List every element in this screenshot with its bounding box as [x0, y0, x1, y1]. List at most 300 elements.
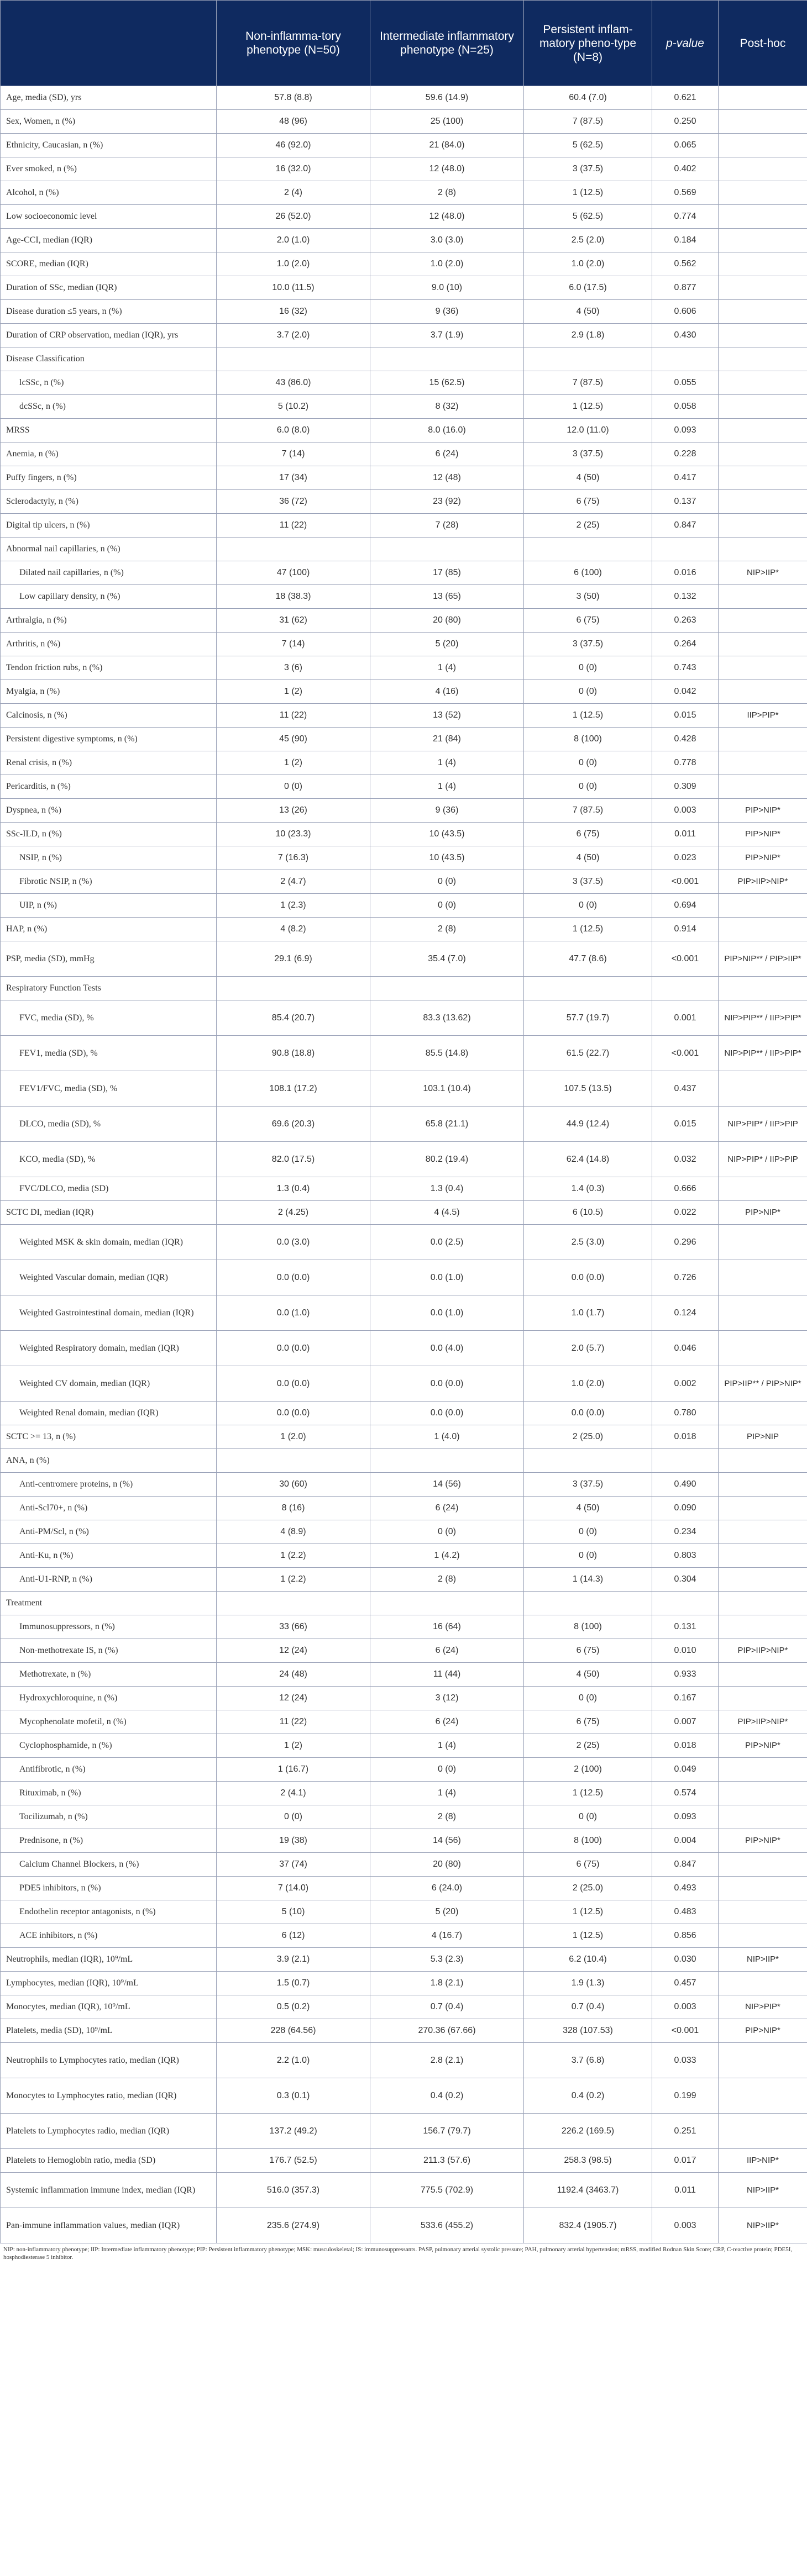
cell-post-hoc	[719, 1924, 807, 1948]
cell-p-value: 0.032	[652, 1142, 719, 1177]
cell-non-inflammatory: 7 (14.0)	[217, 1877, 370, 1900]
cell-post-hoc	[719, 1177, 807, 1201]
cell-non-inflammatory: 11 (22)	[217, 1710, 370, 1734]
cell-p-value: 0.493	[652, 1877, 719, 1900]
cell-persistent: 6 (75)	[524, 823, 652, 846]
cell-non-inflammatory: 5 (10)	[217, 1900, 370, 1924]
cell-non-inflammatory: 176.7 (52.5)	[217, 2149, 370, 2173]
cell-p-value: 0.606	[652, 300, 719, 324]
cell-intermediate: 0 (0)	[370, 894, 524, 918]
cell-non-inflammatory: 1.5 (0.7)	[217, 1972, 370, 1995]
table-row	[1, 1972, 807, 1995]
row-label: MRSS	[1, 419, 217, 442]
cell-persistent: 0 (0)	[524, 775, 652, 799]
row-label: Antifibrotic, n (%)	[1, 1758, 217, 1782]
cell-intermediate: 0.0 (1.0)	[370, 1295, 524, 1331]
cell-persistent: 6 (100)	[524, 561, 652, 585]
cell-non-inflammatory: 47 (100)	[217, 561, 370, 585]
cell-persistent: 832.4 (1905.7)	[524, 2208, 652, 2243]
cell-persistent: 7 (87.5)	[524, 799, 652, 823]
table-row	[1, 2019, 807, 2043]
table-row	[1, 110, 807, 134]
cell-non-inflammatory: 235.6 (274.9)	[217, 2208, 370, 2243]
cell-non-inflammatory: 1 (2)	[217, 1734, 370, 1758]
row-label: Anti-Ku, n (%)	[1, 1544, 217, 1568]
cell-p-value: 0.033	[652, 2043, 719, 2078]
cell-persistent: 1 (12.5)	[524, 181, 652, 205]
cell-persistent: 1 (12.5)	[524, 1900, 652, 1924]
row-label: Prednisone, n (%)	[1, 1829, 217, 1853]
cell-non-inflammatory: 30 (60)	[217, 1473, 370, 1497]
cell-p-value: 0.002	[652, 1366, 719, 1402]
cell-persistent: 4 (50)	[524, 1497, 652, 1520]
cell-persistent: 2 (25.0)	[524, 1877, 652, 1900]
cell-intermediate: 5 (20)	[370, 1900, 524, 1924]
row-label: Lymphocytes, median (IQR), 10⁹/mL	[1, 1972, 217, 1995]
row-label: Age, media (SD), yrs	[1, 86, 217, 110]
cell-non-inflammatory: 1.0 (2.0)	[217, 252, 370, 276]
cell-persistent: 0 (0)	[524, 1544, 652, 1568]
cell-p-value: 0.018	[652, 1734, 719, 1758]
cell-post-hoc: NIP>PIP** / IIP>PIP*	[719, 1000, 807, 1036]
table-row	[1, 1201, 807, 1225]
cell-post-hoc	[719, 977, 807, 1000]
cell-non-inflammatory: 2 (4)	[217, 181, 370, 205]
cell-persistent: 57.7 (19.7)	[524, 1000, 652, 1036]
cell-intermediate: 270.36 (67.66)	[370, 2019, 524, 2043]
cell-persistent: 6 (10.5)	[524, 1201, 652, 1225]
cell-post-hoc	[719, 181, 807, 205]
row-label: Pericarditis, n (%)	[1, 775, 217, 799]
cell-intermediate: 5.3 (2.3)	[370, 1948, 524, 1972]
table-row	[1, 609, 807, 633]
cell-post-hoc	[719, 110, 807, 134]
cell-post-hoc	[719, 252, 807, 276]
row-label: Weighted CV domain, median (IQR)	[1, 1366, 217, 1402]
cell-p-value: <0.001	[652, 870, 719, 894]
cell-persistent: 1.0 (1.7)	[524, 1295, 652, 1331]
cell-non-inflammatory: 90.8 (18.8)	[217, 1036, 370, 1071]
cell-post-hoc	[719, 656, 807, 680]
cell-post-hoc	[719, 1853, 807, 1877]
row-label: Sclerodactyly, n (%)	[1, 490, 217, 514]
cell-intermediate: 10 (43.5)	[370, 823, 524, 846]
cell-p-value	[652, 1449, 719, 1473]
cell-persistent: 0.0 (0.0)	[524, 1260, 652, 1295]
cell-intermediate	[370, 977, 524, 1000]
cell-p-value: 0.011	[652, 823, 719, 846]
cell-persistent	[524, 347, 652, 371]
cell-non-inflammatory: 82.0 (17.5)	[217, 1142, 370, 1177]
row-label: Platelets to Lymphocytes radio, median (IQR)	[1, 2114, 217, 2149]
cell-non-inflammatory: 3 (6)	[217, 656, 370, 680]
cell-intermediate: 6 (24)	[370, 1497, 524, 1520]
cell-post-hoc	[719, 1225, 807, 1260]
row-label: Sex, Women, n (%)	[1, 110, 217, 134]
cell-non-inflammatory: 10.0 (11.5)	[217, 276, 370, 300]
cell-p-value: 0.184	[652, 229, 719, 252]
row-label: Anti-Scl70+, n (%)	[1, 1497, 217, 1520]
header-p-value: p-value	[652, 1, 719, 86]
cell-non-inflammatory	[217, 1449, 370, 1473]
cell-persistent: 3 (37.5)	[524, 1473, 652, 1497]
table-row	[1, 181, 807, 205]
cell-intermediate: 0.7 (0.4)	[370, 1995, 524, 2019]
cell-post-hoc	[719, 276, 807, 300]
cell-p-value: 0.046	[652, 1331, 719, 1366]
cell-p-value: 0.251	[652, 2114, 719, 2149]
cell-persistent: 6.2 (10.4)	[524, 1948, 652, 1972]
table-row	[1, 1520, 807, 1544]
cell-post-hoc: PIP>NIP	[719, 1425, 807, 1449]
header-post-hoc: Post-hoc	[719, 1, 807, 86]
row-label: Calcinosis, n (%)	[1, 704, 217, 728]
cell-p-value: 0.093	[652, 1805, 719, 1829]
table-row	[1, 2173, 807, 2208]
table-row	[1, 1710, 807, 1734]
cell-post-hoc	[719, 1782, 807, 1805]
cell-post-hoc: PIP>NIP*	[719, 799, 807, 823]
cell-post-hoc: IIP>PIP*	[719, 704, 807, 728]
table-row	[1, 1107, 807, 1142]
cell-post-hoc	[719, 134, 807, 157]
cell-p-value: 0.666	[652, 1177, 719, 1201]
row-label: Dilated nail capillaries, n (%)	[1, 561, 217, 585]
cell-intermediate: 1 (4.0)	[370, 1425, 524, 1449]
row-label: Anti-centromere proteins, n (%)	[1, 1473, 217, 1497]
table-row	[1, 1260, 807, 1295]
table-row	[1, 1995, 807, 2019]
row-label: Myalgia, n (%)	[1, 680, 217, 704]
cell-persistent: 4 (50)	[524, 466, 652, 490]
row-label: FVC, media (SD), %	[1, 1000, 217, 1036]
row-label: lcSSc, n (%)	[1, 371, 217, 395]
cell-p-value: 0.694	[652, 894, 719, 918]
cell-non-inflammatory: 12 (24)	[217, 1639, 370, 1663]
cell-p-value: 0.016	[652, 561, 719, 585]
cell-intermediate: 2 (8)	[370, 1568, 524, 1592]
cell-intermediate: 6 (24)	[370, 442, 524, 466]
cell-intermediate: 1 (4)	[370, 656, 524, 680]
cell-p-value: 0.131	[652, 1615, 719, 1639]
cell-post-hoc	[719, 1473, 807, 1497]
cell-post-hoc: NIP>IIP*	[719, 2208, 807, 2243]
cell-intermediate	[370, 1592, 524, 1615]
cell-non-inflammatory: 1 (2)	[217, 680, 370, 704]
cell-p-value: 0.042	[652, 680, 719, 704]
cell-persistent: 60.4 (7.0)	[524, 86, 652, 110]
cell-persistent: 0 (0)	[524, 1687, 652, 1710]
row-label: Neutrophils, median (IQR), 10⁹/mL	[1, 1948, 217, 1972]
cell-non-inflammatory: 46 (92.0)	[217, 134, 370, 157]
row-label: Weighted Renal domain, median (IQR)	[1, 1402, 217, 1425]
table-row	[1, 751, 807, 775]
table-row	[1, 1758, 807, 1782]
cell-p-value: 0.437	[652, 1071, 719, 1107]
row-label: Puffy fingers, n (%)	[1, 466, 217, 490]
cell-intermediate: 65.8 (21.1)	[370, 1107, 524, 1142]
cell-intermediate: 23 (92)	[370, 490, 524, 514]
row-label: dcSSc, n (%)	[1, 395, 217, 419]
row-label: Treatment	[1, 1592, 217, 1615]
cell-p-value: 0.055	[652, 371, 719, 395]
cell-persistent: 62.4 (14.8)	[524, 1142, 652, 1177]
cell-persistent: 44.9 (12.4)	[524, 1107, 652, 1142]
cell-intermediate: 6 (24)	[370, 1639, 524, 1663]
cell-non-inflammatory: 26 (52.0)	[217, 205, 370, 229]
cell-post-hoc	[719, 157, 807, 181]
cell-p-value: 0.263	[652, 609, 719, 633]
table-row	[1, 656, 807, 680]
cell-non-inflammatory: 19 (38)	[217, 1829, 370, 1853]
cell-non-inflammatory: 33 (66)	[217, 1615, 370, 1639]
table-row	[1, 1295, 807, 1331]
cell-persistent: 1.0 (2.0)	[524, 1366, 652, 1402]
cell-non-inflammatory	[217, 347, 370, 371]
cell-intermediate: 10 (43.5)	[370, 846, 524, 870]
row-label: Digital tip ulcers, n (%)	[1, 514, 217, 538]
cell-persistent: 6 (75)	[524, 490, 652, 514]
table-section-row	[1, 977, 807, 1000]
cell-post-hoc	[719, 490, 807, 514]
row-label: FVC/DLCO, media (SD)	[1, 1177, 217, 1201]
cell-intermediate: 4 (4.5)	[370, 1201, 524, 1225]
cell-non-inflammatory: 1 (2.0)	[217, 1425, 370, 1449]
table-row	[1, 2208, 807, 2243]
cell-non-inflammatory: 12 (24)	[217, 1687, 370, 1710]
header-variable	[1, 1, 217, 86]
cell-post-hoc: PIP>IIP>NIP*	[719, 1639, 807, 1663]
row-label: Systemic inflammation immune index, median (IQR)	[1, 2173, 217, 2208]
cell-intermediate: 9 (36)	[370, 300, 524, 324]
cell-non-inflammatory: 0.0 (0.0)	[217, 1366, 370, 1402]
cell-intermediate	[370, 538, 524, 561]
cell-p-value: 0.490	[652, 1473, 719, 1497]
cell-non-inflammatory: 13 (26)	[217, 799, 370, 823]
table-row	[1, 134, 807, 157]
cell-post-hoc: NIP>IIP*	[719, 561, 807, 585]
row-label: Platelets, media (SD), 10⁹/mL	[1, 2019, 217, 2043]
cell-intermediate: 0.0 (2.5)	[370, 1225, 524, 1260]
cell-persistent: 0 (0)	[524, 1520, 652, 1544]
cell-p-value: 0.562	[652, 252, 719, 276]
row-label: SCORE, median (IQR)	[1, 252, 217, 276]
row-label: Dyspnea, n (%)	[1, 799, 217, 823]
cell-non-inflammatory: 1 (2.3)	[217, 894, 370, 918]
cell-p-value: 0.124	[652, 1295, 719, 1331]
row-label: PDE5 inhibitors, n (%)	[1, 1877, 217, 1900]
cell-p-value: 0.049	[652, 1758, 719, 1782]
cell-p-value: 0.877	[652, 276, 719, 300]
cell-p-value: 0.090	[652, 1497, 719, 1520]
cell-intermediate: 4 (16)	[370, 680, 524, 704]
cell-persistent: 5 (62.5)	[524, 205, 652, 229]
cell-non-inflammatory: 8 (16)	[217, 1497, 370, 1520]
cell-post-hoc: PIP>NIP** / PIP>IIP*	[719, 941, 807, 977]
table-body	[1, 86, 807, 2243]
cell-persistent: 2.0 (5.7)	[524, 1331, 652, 1366]
cell-non-inflammatory: 108.1 (17.2)	[217, 1071, 370, 1107]
table-row	[1, 1948, 807, 1972]
cell-non-inflammatory: 2 (4.25)	[217, 1201, 370, 1225]
row-label: Ever smoked, n (%)	[1, 157, 217, 181]
table-row	[1, 1615, 807, 1639]
table-row	[1, 561, 807, 585]
cell-non-inflammatory: 0.5 (0.2)	[217, 1995, 370, 2019]
cell-persistent: 1192.4 (3463.7)	[524, 2173, 652, 2208]
table-row	[1, 1639, 807, 1663]
cell-non-inflammatory: 36 (72)	[217, 490, 370, 514]
cell-persistent: 2.9 (1.8)	[524, 324, 652, 347]
cell-post-hoc: PIP>NIP*	[719, 823, 807, 846]
cell-intermediate: 59.6 (14.9)	[370, 86, 524, 110]
cell-persistent: 47.7 (8.6)	[524, 941, 652, 977]
row-label: Monocytes to Lymphocytes ratio, median (IQR)	[1, 2078, 217, 2114]
cell-intermediate: 0.0 (1.0)	[370, 1260, 524, 1295]
cell-p-value: 0.001	[652, 1000, 719, 1036]
cell-intermediate: 1 (4)	[370, 1734, 524, 1758]
row-label: Weighted MSK & skin domain, median (IQR)	[1, 1225, 217, 1260]
table-row	[1, 704, 807, 728]
table-row	[1, 1071, 807, 1107]
cell-intermediate: 4 (16.7)	[370, 1924, 524, 1948]
cell-persistent: 8 (100)	[524, 1615, 652, 1639]
cell-p-value: 0.483	[652, 1900, 719, 1924]
row-label: Abnormal nail capillaries, n (%)	[1, 538, 217, 561]
cell-post-hoc: PIP>NIP*	[719, 2019, 807, 2043]
row-label: Anti-PM/Scl, n (%)	[1, 1520, 217, 1544]
table-row	[1, 490, 807, 514]
cell-intermediate: 12 (48.0)	[370, 205, 524, 229]
row-label: Weighted Gastrointestinal domain, median (IQR)	[1, 1295, 217, 1331]
cell-persistent: 3.7 (6.8)	[524, 2043, 652, 2078]
row-label: Hydroxychloroquine, n (%)	[1, 1687, 217, 1710]
row-label: Arthritis, n (%)	[1, 633, 217, 656]
cell-p-value: 0.569	[652, 181, 719, 205]
cell-post-hoc	[719, 751, 807, 775]
row-label: Disease Classification	[1, 347, 217, 371]
cell-intermediate: 2 (8)	[370, 181, 524, 205]
cell-post-hoc	[719, 466, 807, 490]
cell-p-value	[652, 538, 719, 561]
cell-persistent	[524, 1592, 652, 1615]
cell-intermediate: 1 (4)	[370, 775, 524, 799]
cell-intermediate: 775.5 (702.9)	[370, 2173, 524, 2208]
cell-post-hoc	[719, 918, 807, 941]
cell-intermediate: 83.3 (13.62)	[370, 1000, 524, 1036]
cell-non-inflammatory: 0.3 (0.1)	[217, 2078, 370, 2114]
cell-p-value: 0.402	[652, 157, 719, 181]
cell-non-inflammatory: 17 (34)	[217, 466, 370, 490]
row-label: Ethnicity, Caucasian, n (%)	[1, 134, 217, 157]
cell-post-hoc	[719, 1402, 807, 1425]
cell-non-inflammatory: 57.8 (8.8)	[217, 86, 370, 110]
cell-persistent: 0 (0)	[524, 656, 652, 680]
cell-post-hoc	[719, 300, 807, 324]
cell-p-value: 0.015	[652, 704, 719, 728]
cell-p-value: 0.022	[652, 1201, 719, 1225]
cell-non-inflammatory: 1.3 (0.4)	[217, 1177, 370, 1201]
cell-post-hoc: PIP>NIP*	[719, 1734, 807, 1758]
row-label: Disease duration ≤5 years, n (%)	[1, 300, 217, 324]
table-row	[1, 799, 807, 823]
cell-persistent: 1.9 (1.3)	[524, 1972, 652, 1995]
cell-post-hoc	[719, 728, 807, 751]
table-row	[1, 1036, 807, 1071]
row-label: Rituximab, n (%)	[1, 1782, 217, 1805]
cell-post-hoc	[719, 1568, 807, 1592]
cell-persistent: 3 (37.5)	[524, 633, 652, 656]
row-label: Arthralgia, n (%)	[1, 609, 217, 633]
cell-p-value: 0.621	[652, 86, 719, 110]
cell-intermediate: 0.0 (0.0)	[370, 1402, 524, 1425]
table-row	[1, 466, 807, 490]
cell-non-inflammatory: 45 (90)	[217, 728, 370, 751]
cell-persistent: 2 (25)	[524, 514, 652, 538]
cell-post-hoc	[719, 609, 807, 633]
cell-p-value: 0.030	[652, 1948, 719, 1972]
cell-post-hoc	[719, 442, 807, 466]
table-row	[1, 1568, 807, 1592]
cell-persistent: 0.4 (0.2)	[524, 2078, 652, 2114]
cell-post-hoc	[719, 1877, 807, 1900]
table-row	[1, 1805, 807, 1829]
cell-intermediate: 211.3 (57.6)	[370, 2149, 524, 2173]
header-non-inflammatory: Non-inflamma-tory phenotype (N=50)	[217, 1, 370, 86]
cell-p-value: 0.015	[652, 1107, 719, 1142]
cell-intermediate: 0.4 (0.2)	[370, 2078, 524, 2114]
cell-non-inflammatory: 29.1 (6.9)	[217, 941, 370, 977]
table-row	[1, 1877, 807, 1900]
cell-non-inflammatory	[217, 1592, 370, 1615]
cell-p-value: 0.803	[652, 1544, 719, 1568]
cell-p-value	[652, 1592, 719, 1615]
cell-p-value	[652, 977, 719, 1000]
cell-post-hoc	[719, 775, 807, 799]
cell-p-value: 0.296	[652, 1225, 719, 1260]
cell-post-hoc: NIP>PIP*	[719, 1995, 807, 2019]
table-row	[1, 205, 807, 229]
cell-post-hoc	[719, 1758, 807, 1782]
cell-post-hoc	[719, 538, 807, 561]
cell-p-value: 0.058	[652, 395, 719, 419]
cell-intermediate: 5 (20)	[370, 633, 524, 656]
cell-non-inflammatory: 85.4 (20.7)	[217, 1000, 370, 1036]
table-row	[1, 1734, 807, 1758]
table-row	[1, 514, 807, 538]
cell-intermediate: 1 (4)	[370, 1782, 524, 1805]
cell-non-inflammatory: 16 (32.0)	[217, 157, 370, 181]
cell-persistent: 6 (75)	[524, 609, 652, 633]
cell-p-value: 0.914	[652, 918, 719, 941]
cell-post-hoc: PIP>IIP>NIP*	[719, 1710, 807, 1734]
cell-p-value: 0.137	[652, 490, 719, 514]
cell-persistent: 0 (0)	[524, 680, 652, 704]
cell-intermediate: 17 (85)	[370, 561, 524, 585]
row-label: Cyclophosphamide, n (%)	[1, 1734, 217, 1758]
cell-p-value: 0.003	[652, 1995, 719, 2019]
table-row	[1, 1177, 807, 1201]
cell-intermediate: 85.5 (14.8)	[370, 1036, 524, 1071]
cell-persistent: 1 (12.5)	[524, 1924, 652, 1948]
table-row	[1, 1497, 807, 1520]
row-label: Calcium Channel Blockers, n (%)	[1, 1853, 217, 1877]
cell-intermediate: 7 (28)	[370, 514, 524, 538]
cell-p-value: 0.430	[652, 324, 719, 347]
cell-non-inflammatory: 1 (2.2)	[217, 1568, 370, 1592]
cell-persistent	[524, 1449, 652, 1473]
cell-post-hoc	[719, 2043, 807, 2078]
